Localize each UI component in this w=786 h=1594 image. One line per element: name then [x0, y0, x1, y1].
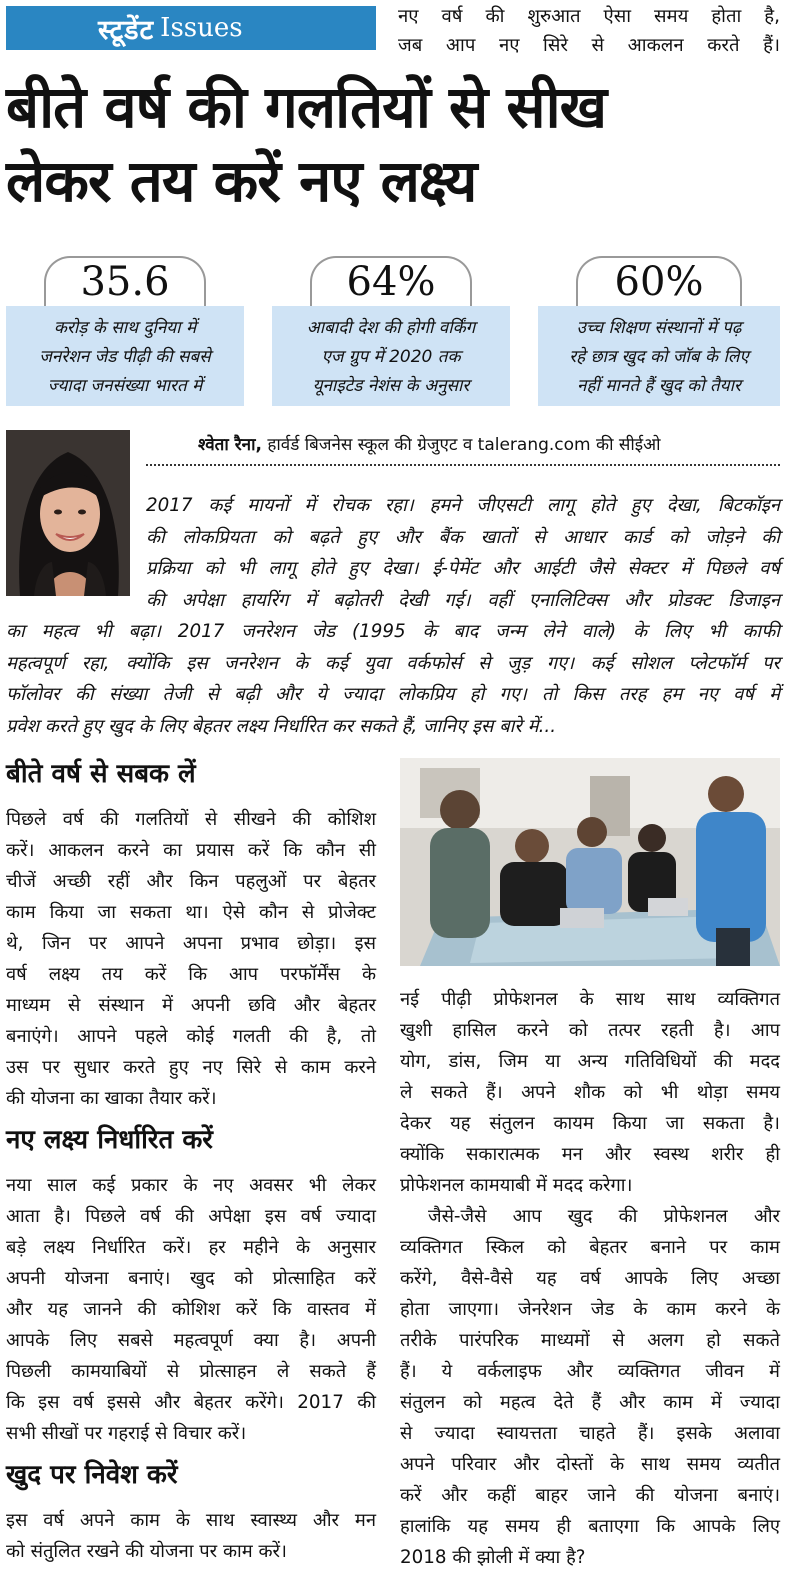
- body-line: थे, जिन पर आपने अपना प्रभाव छोड़ा। इस: [6, 933, 376, 954]
- stat-caption-line: एज ग्रुप में 2020 तक: [321, 347, 461, 367]
- body-line: इस वर्ष अपने काम के साथ स्वास्थ्य और मन: [6, 1510, 376, 1531]
- body-line: पिछली कामयाबियों से प्रोत्साहन ले सकते हैं: [6, 1361, 376, 1382]
- stat-caption: [6, 306, 244, 406]
- intro-line: फॉलोवर की संख्या तेजी से बढ़ी और ये ज्यादा लोकप्रिय हो गए। तो किस तरह हम नए वर्ष में: [6, 684, 780, 705]
- left-column: [6, 752, 376, 1567]
- body-line: नई पीढ़ी प्रोफेशनल के साथ साथ व्यक्तिगत: [400, 989, 780, 1010]
- intro-line: प्रवेश करते हुए खुद के लिए बेहतर लक्ष्य निर्धारित कर सकते हैं, जानिए इस बारे में...: [6, 715, 557, 737]
- section-heading: नए लक्ष्य निर्धारित करें: [6, 1125, 213, 1155]
- section-rubric: [6, 6, 376, 50]
- body-line: को संतुलित रखने की योजना पर काम करें।: [6, 1541, 287, 1562]
- body-line: से ज्यादा स्वायत्तता चाहते हैं। इसके अलावा: [400, 1423, 780, 1444]
- headline-line: लेकर तय करें नए लक्ष्य: [6, 147, 477, 215]
- stat-value-frame: [310, 256, 472, 308]
- stat-caption-line: यूनाइटेड नेशंस के अनुसार: [312, 376, 470, 396]
- intro-line: का महत्व भी बढ़ा। 2017 जनरेशन जेड (1995 के बाद जन्म लेने वाले) के लिए भी काफी: [6, 621, 780, 642]
- body-line: और यह जानने की कोशिश करें कि वास्तव में: [6, 1299, 376, 1320]
- body-line: वर्ष लक्ष्य तय करें कि आप परफॉर्मेंस के: [6, 964, 376, 985]
- intro-line: 2017 कई मायनों में रोचक रहा। हमने जीएसटी लागू होते हुए देखा, बिटकॉइन: [146, 495, 780, 516]
- stat-caption-line: जनरेशन जेड पीढ़ी की सबसे: [39, 347, 211, 367]
- body-line: सभी सीखों पर गहराई से विचार करें।: [6, 1423, 247, 1444]
- body-line: योग, डांस, जिम या अन्य गतिविधियों की मदद: [400, 1051, 780, 1072]
- stat-caption-line: करोड़ के साथ दुनिया में: [53, 318, 197, 338]
- stat-box-1: [6, 256, 244, 406]
- body-line: हालांकि यह समय ही बताएगा कि आपके लिए: [400, 1516, 780, 1537]
- stat-caption-line: ज्यादा जनसंख्या भारत में: [47, 376, 203, 396]
- body-line: काम किया जा सकता था। ऐसे कौन से प्रोजेक्ट: [6, 902, 376, 923]
- intro-strap-line: नए वर्ष की शुरुआत ऐसा समय होता है,: [398, 6, 780, 27]
- stat-value: 35.6: [80, 259, 170, 305]
- body-line: बड़े लक्ष्य निर्धारित करें। हर महीने के अनुसार: [6, 1237, 376, 1258]
- body-line: अपनी योजना बनाएं। खुद को प्रोत्साहित करें: [6, 1268, 376, 1289]
- body-line: खुशी हासिल करने को तत्पर रहती है। आप: [400, 1020, 780, 1041]
- body-line: जैसे-जैसे आप खुद की प्रोफेशनल और: [428, 1206, 780, 1227]
- body-line: आपके लिए सबसे महत्वपूर्ण क्या है। अपनी: [6, 1330, 376, 1351]
- stat-value-frame: [44, 256, 206, 308]
- rubric-english: Issues: [160, 13, 243, 43]
- author-description: हार्वर्ड बिजनेस स्कूल की ग्रेजुएट व talerang.com की सीईओ: [261, 435, 661, 455]
- intro-line: की लोकप्रियता को बढ़ते हुए और बैंक खातों से आधार कार्ड को जोड़ने की: [146, 526, 780, 548]
- body-line: 2018 की झोली में क्या है?: [400, 1547, 586, 1568]
- stat-value-frame: [576, 256, 742, 308]
- headline-line: बीते वर्ष की गलतियों से सीख: [6, 73, 607, 141]
- intro-line: प्रक्रिया को भी लागू होते हुए देखा। ई-पेमेंट और आईटी जैसे सेक्टर में पिछले वर्ष: [146, 558, 780, 579]
- stat-caption-line: रहे छात्र खुद को जॉब के लिए: [569, 347, 749, 367]
- body-line: क्योंकि सकारात्मक मन और स्वस्थ शरीर ही: [400, 1144, 780, 1165]
- stat-caption-line: नहीं मानते हैं खुद को तैयार: [577, 376, 741, 396]
- team-meeting-image: [400, 758, 780, 966]
- stat-box-3: [538, 256, 780, 406]
- body-line: माध्यम से संस्थान में अपनी छवि और बेहतर: [6, 995, 376, 1016]
- body-line: संतुलन को महत्व देते हैं और काम में ज्यादा: [400, 1392, 780, 1413]
- body-line: ले सकते हैं। अपने शौक को भी थोड़ा समय: [400, 1082, 780, 1103]
- stat-caption-line: आबादी देश की होगी वर्किंग: [306, 318, 476, 338]
- stat-value: 60%: [614, 259, 704, 305]
- body-line: नया साल कई प्रकार के नए अवसर भी लेकर: [6, 1175, 376, 1196]
- body-line: व्यक्तिगत स्किल को बेहतर बनाने पर काम: [400, 1237, 780, 1258]
- stat-caption-line: उच्च शिक्षण संस्थानों में पढ़: [576, 318, 742, 338]
- section-heading: बीते वर्ष से सबक लें: [6, 759, 196, 789]
- body-line: करें और कहीं बाहर जाने की योजना बनाएं।: [400, 1485, 780, 1506]
- body-line: उस पर सुधार करते हुए नए सिरे से काम करने: [6, 1057, 376, 1078]
- body-line: देकर यह संतुलन कायम किया जा सकता है।: [400, 1113, 780, 1134]
- body-line: आता है। पिछले वर्ष की अपेक्षा इस वर्ष ज्यादा: [6, 1206, 376, 1227]
- body-line: बनाएंगे। आपने पहले कोई गलती की है, तो: [6, 1026, 376, 1047]
- stat-box-2: [272, 256, 510, 406]
- right-column: [400, 984, 780, 1573]
- body-line: की योजना का खाका तैयार करें।: [6, 1088, 217, 1109]
- body-line: करेंगे, वैसे-वैसे यह वर्ष आपके लिए अच्छा: [400, 1268, 780, 1289]
- rubric-hindi: स्टूडेंट: [98, 14, 155, 46]
- group-photo: [400, 758, 780, 966]
- intro-line: महत्वपूर्ण रहा, क्योंकि इस जनरेशन के कई युवा वर्कफोर्स से जुड़ गए। कई सोशल प्लेटफॉर्म पर: [6, 652, 780, 674]
- section-heading: खुद पर निवेश करें: [6, 1460, 178, 1490]
- stat-caption: [538, 306, 780, 406]
- byline-divider: [146, 464, 780, 466]
- body-line: पिछले वर्ष की गलतियों से सीखने की कोशिश: [6, 809, 376, 830]
- body-line: चीजें अच्छी रहीं और किन पहलुओं पर बेहतर: [6, 871, 376, 892]
- body-line: प्रोफेशनल कामयाबी में मदद करेगा।: [400, 1175, 633, 1196]
- intro-strap-line: जब आप नए सिरे से आकलन करते हैं।: [398, 35, 780, 56]
- body-line: अपने परिवार और दोस्तों के साथ समय व्यतीत: [400, 1454, 780, 1475]
- stat-value: 64%: [346, 259, 436, 305]
- stat-caption: [272, 306, 510, 406]
- body-line: कि इस वर्ष इससे और बेहतर करेंगे। 2017 की: [6, 1392, 376, 1413]
- intro-strap: [398, 2, 780, 60]
- body-line: तरीके पारंपरिक माध्यमों से अलग हो सकते: [400, 1330, 780, 1351]
- body-line: हैं। ये वर्कलाइफ और व्यक्तिगत जीवन में: [400, 1361, 780, 1382]
- byline: [198, 432, 780, 455]
- intro-line: की अपेक्षा हायरिंग में बढ़ोतरी देखी गई। वहीं एनालिटिक्स और प्रोडक्ट डिजाइन: [146, 589, 780, 611]
- headline: [6, 70, 780, 218]
- intro-paragraph: [6, 490, 780, 742]
- author-name: श्वेता रैना,: [198, 435, 262, 455]
- body-line: होता जाएगा। जेनरेशन जेड के काम करने के: [400, 1299, 780, 1320]
- body-line: करें। आकलन करने का प्रयास करें कि कौन सी: [6, 840, 376, 861]
